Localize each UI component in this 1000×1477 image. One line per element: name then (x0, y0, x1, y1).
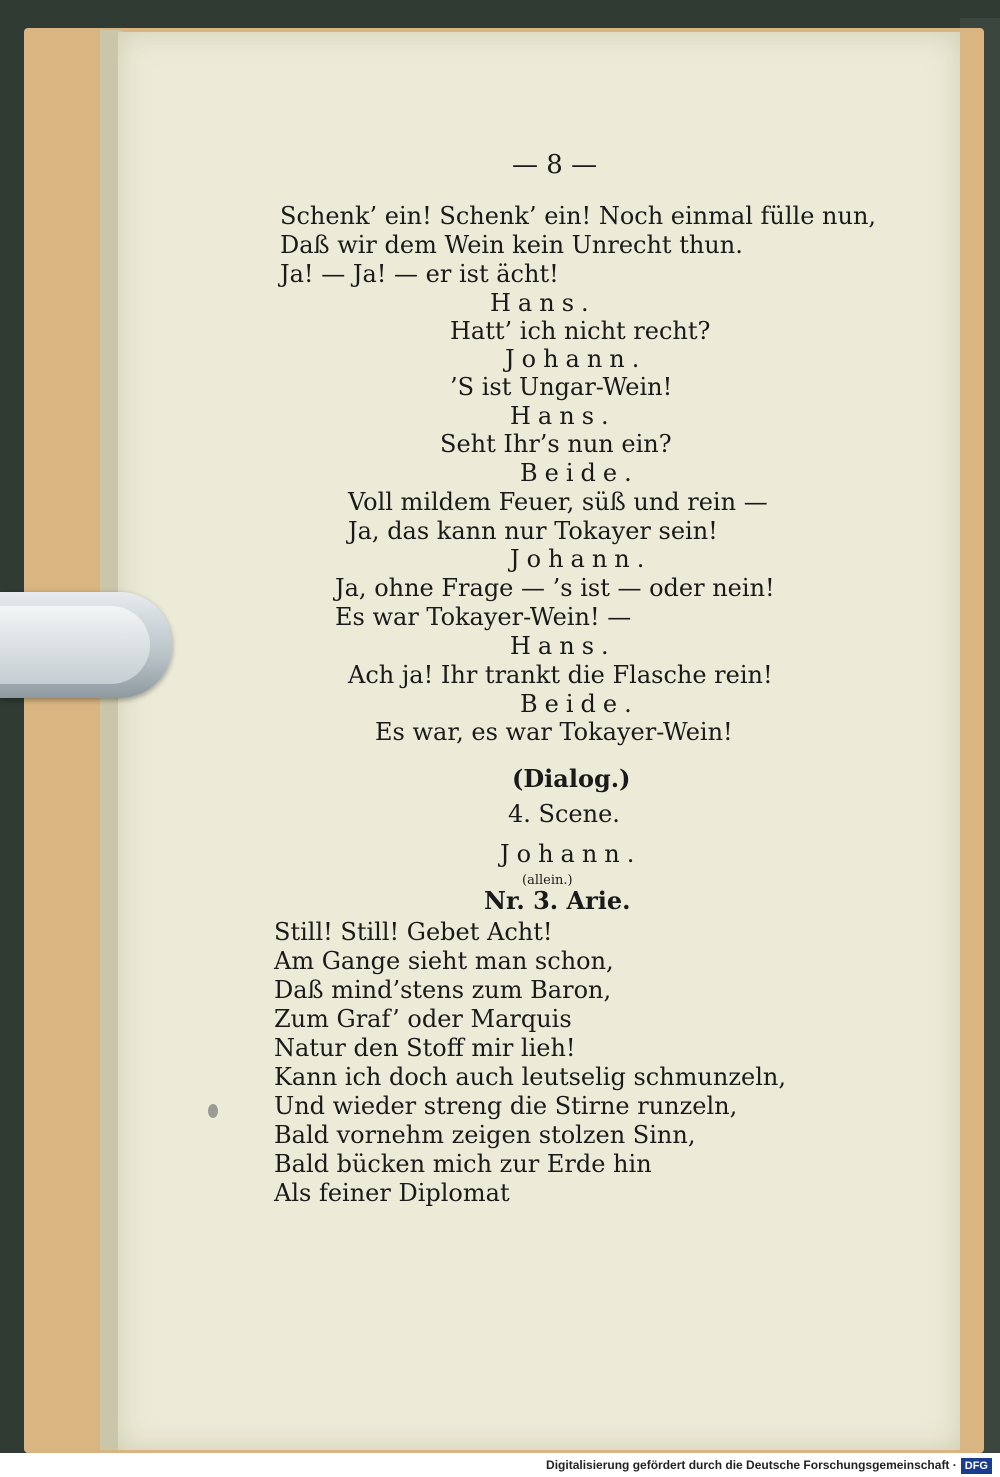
text-line: Ach ja! Ihr trankt die Flasche rein! (348, 661, 773, 689)
text-line: Bald vornehm zeigen stolzen Sinn, (274, 1121, 696, 1149)
text-line: Ja, das kann nur Tokayer sein! (348, 517, 718, 545)
text-line: Es war, es war Tokayer-Wein! (375, 718, 733, 746)
text-line: Natur den Stoff mir lieh! (274, 1034, 576, 1062)
page-holder-clip-highlight (0, 606, 150, 684)
text-line: Seht Ihr’s nun ein? (440, 430, 672, 458)
speaker-name: Hans. (510, 402, 616, 430)
section-heading: (Dialog.) (512, 764, 631, 793)
text-line: Still! Still! Gebet Acht! (274, 918, 553, 946)
text-line: Voll mildem Feuer, süß und rein — (348, 488, 768, 516)
dfg-logo: DFG (961, 1458, 992, 1474)
aria-heading: Nr. 3. Arie. (484, 886, 631, 915)
speaker-name: Hans. (490, 289, 596, 317)
speaker-name: Johann. (505, 345, 647, 373)
speaker-name: Johann. (510, 545, 652, 573)
text-line: Und wieder streng die Stirne runzeln, (274, 1092, 738, 1120)
text-line: Kann ich doch auch leutselig schmunzeln, (274, 1063, 786, 1091)
scene-heading: 4. Scene. (508, 800, 620, 828)
speaker-name: Beide. (520, 459, 639, 487)
stage-direction: (allein.) (522, 873, 573, 888)
text-line: Daß wir dem Wein kein Unrecht thun. (280, 231, 743, 259)
text-line: Als feiner Diplomat (274, 1179, 510, 1207)
ink-smudge (208, 1104, 218, 1118)
page-number: — 8 — (512, 150, 598, 180)
text-line: Ja! — Ja! — er ist ächt! (280, 260, 559, 288)
text-line: Schenk’ ein! Schenk’ ein! Noch einmal fülle nun, (280, 202, 877, 230)
speaker-name: Hans. (510, 632, 616, 660)
text-line: Hatt’ ich nicht recht? (450, 317, 711, 345)
footer-credit: Digitalisierung gefördert durch die Deutsche Forschungsgemeinschaft · (546, 1458, 957, 1472)
text-line: Zum Graf’ oder Marquis (274, 1005, 572, 1033)
text-line: Ja, ohne Frage — ’s ist — oder nein! (335, 574, 775, 602)
text-line: Bald bücken mich zur Erde hin (274, 1150, 652, 1178)
speaker-name: Johann. (500, 840, 642, 868)
text-line: Daß mind’stens zum Baron, (274, 976, 612, 1004)
speaker-name: Beide. (520, 690, 639, 718)
digitization-footer (0, 1453, 1000, 1477)
text-line: Es war Tokayer-Wein! — (335, 603, 632, 631)
text-line: ’S ist Ungar-Wein! (450, 373, 673, 401)
text-line: Am Gange sieht man schon, (274, 947, 614, 975)
